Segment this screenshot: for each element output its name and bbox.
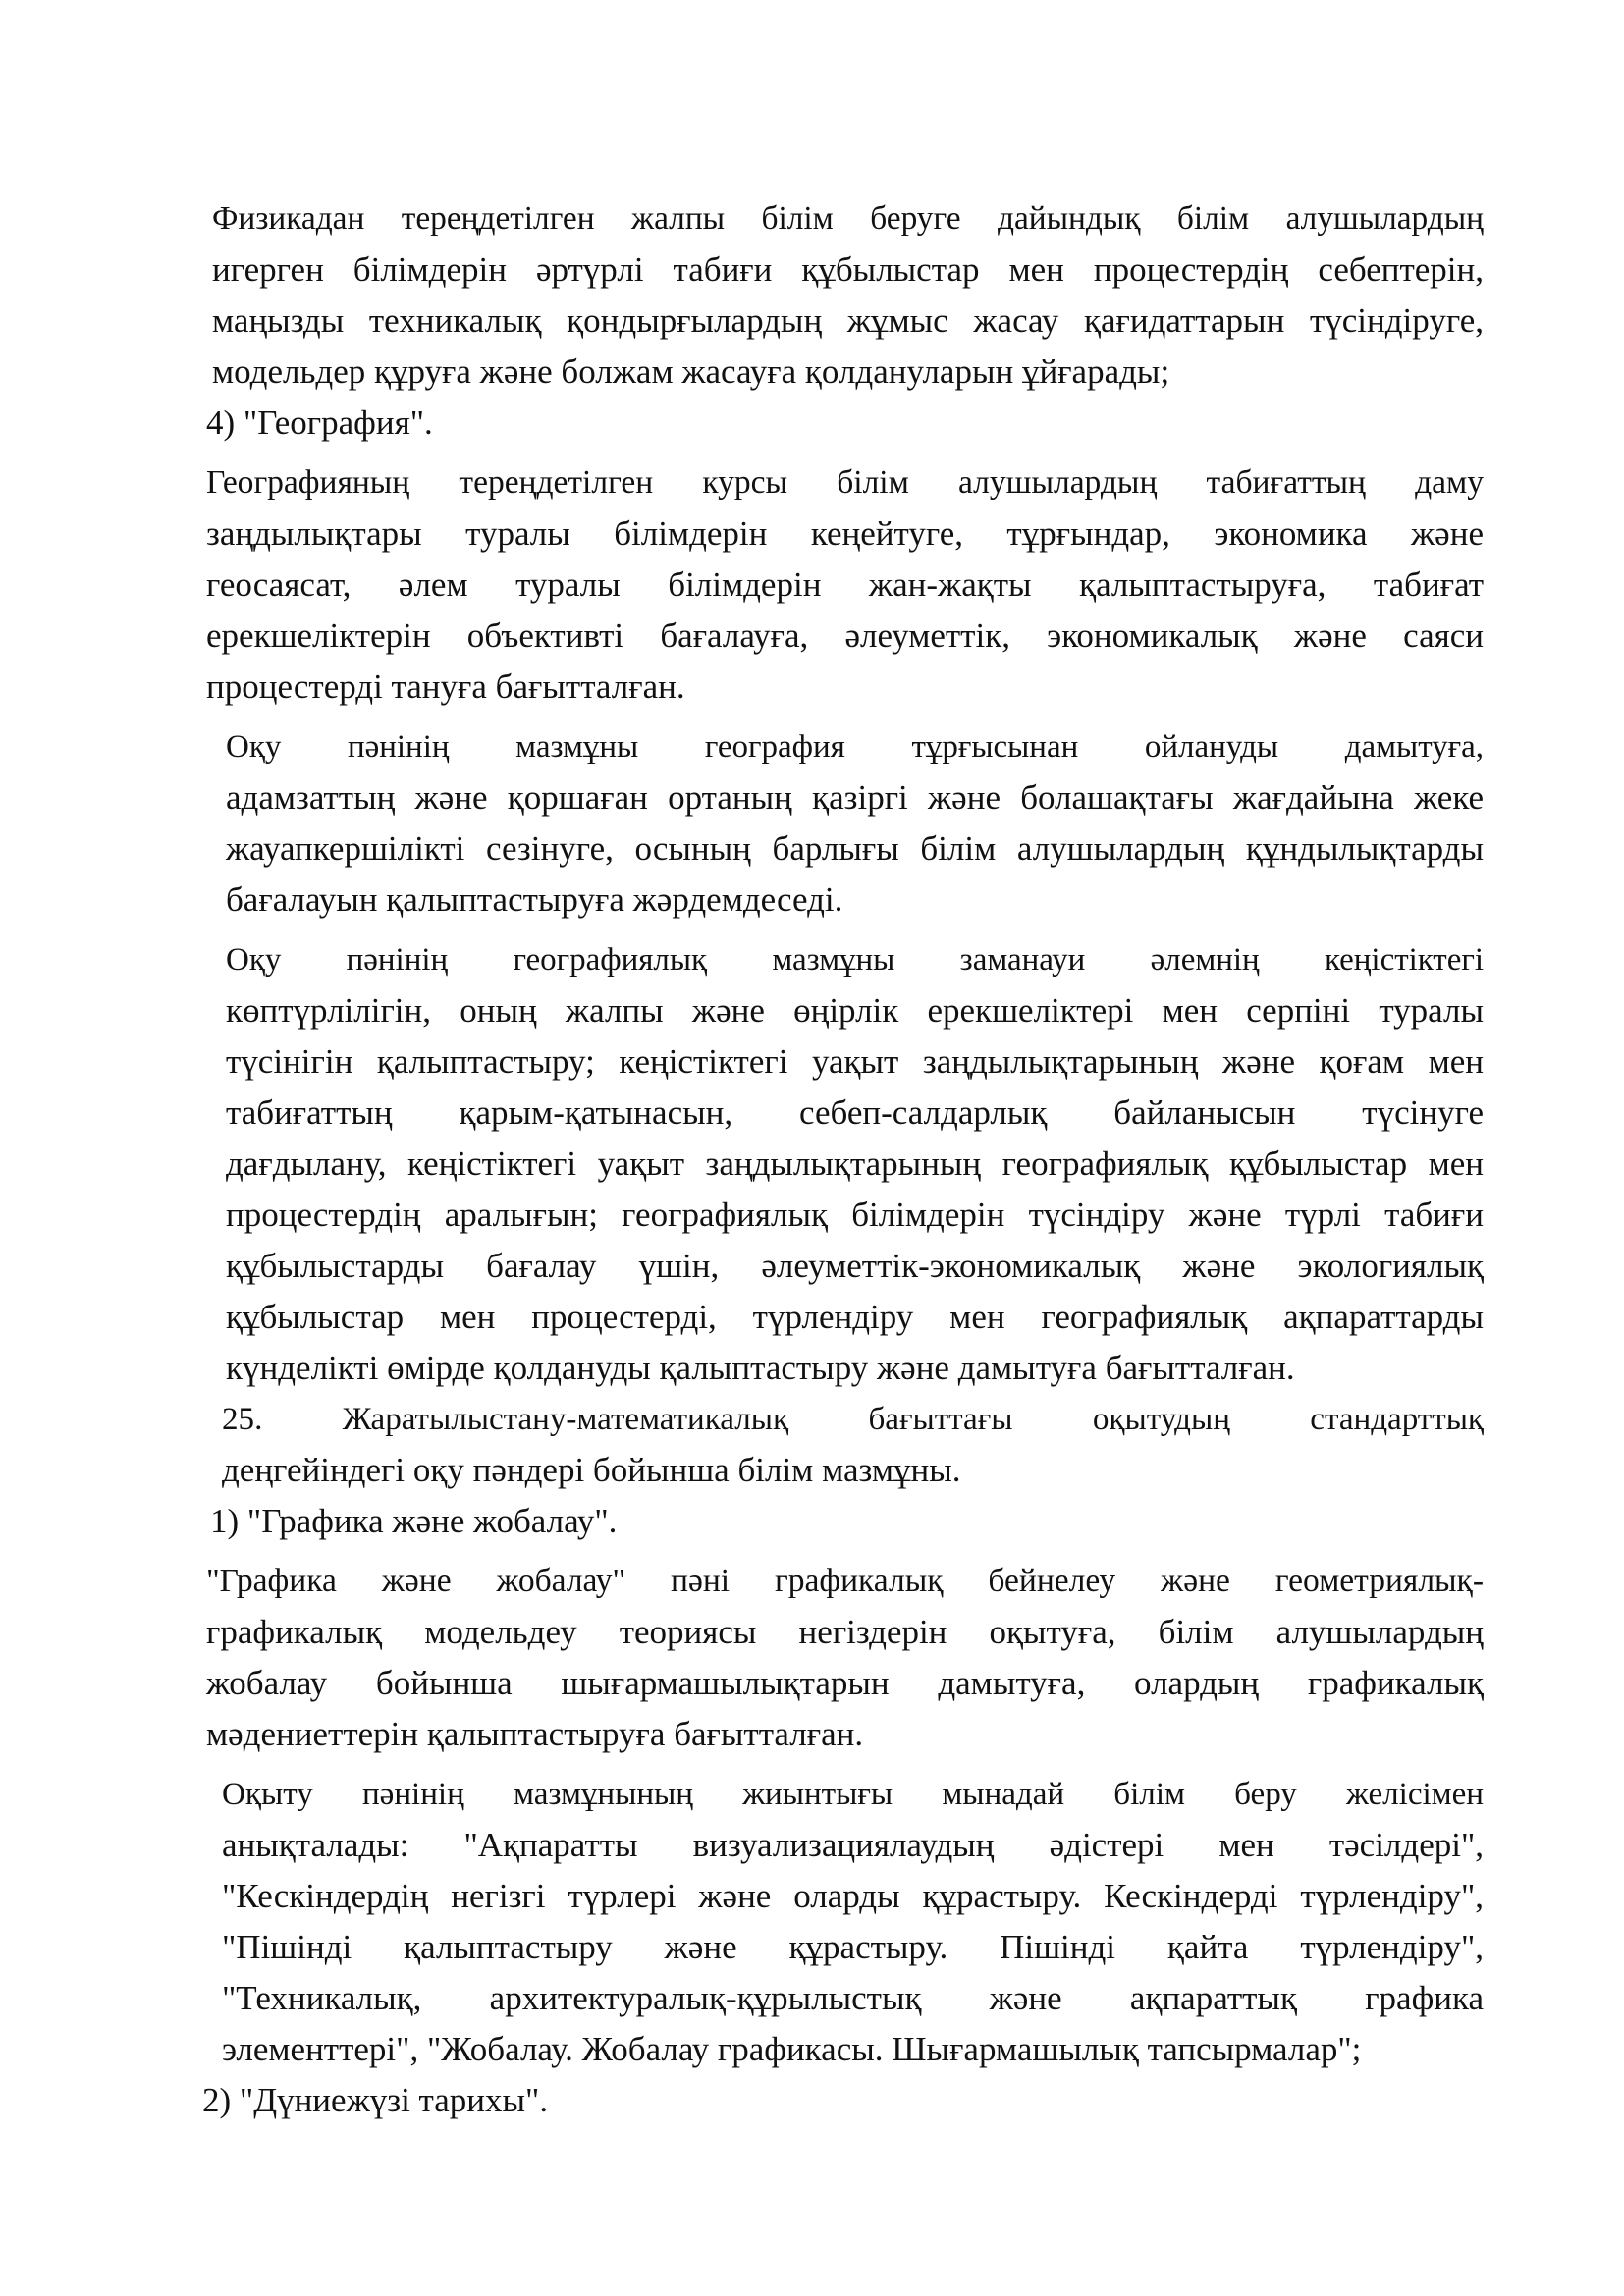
text-line: ерекшеліктерін объективті бағалауға, әлеуметтік, экономикалық және саяси	[206, 616, 1484, 655]
text-line: геосаясат, әлем туралы білімдерін жан-жақты қалыптастыруға, табиғат	[206, 565, 1484, 604]
text-line: Оқу пәнінің географиялық мазмұны заманауи әлемнің кеңістіктегі	[226, 942, 1484, 978]
text-line: күнделікті өмірде қолдануды қалыптастыру және дамытуға бағытталған.	[226, 1349, 1295, 1387]
text-line: "Техникалық, архитектуралық-құрылыстық және ақпараттық графика	[222, 1979, 1484, 2017]
text-line: деңгейіндегі оқу пәндері бойынша білім мазмұны.	[222, 1451, 961, 1489]
paragraph-physics-deepened	[151, 193, 1484, 398]
text-line: графикалық модельдеу теориясы негіздерін оқытуға, білім алушылардың	[206, 1613, 1484, 1651]
text-line: Географияның тереңдетілген курсы білім алушылардың табиғаттың даму	[206, 464, 1484, 501]
text-line: құбылыстарды бағалау үшін, әлеуметтік-экономикалық және экологиялық	[226, 1247, 1484, 1285]
paragraph-graphics-subject	[151, 1556, 1484, 1760]
paragraph-subject-content-2	[151, 934, 1484, 1394]
text-line: процестердің аралығын; географиялық білімдерін түсіндіру және түрлі табиғи	[226, 1196, 1484, 1234]
text-line: анықталады: "Ақпаратты визуализациялаудың әдістері мен тәсілдері",	[222, 1826, 1484, 1864]
text-line: модельдер құруға және болжам жасауға қолдануларын ұйғарады;	[212, 352, 1170, 391]
text-line: маңызды техникалық қондырғылардың жұмыс жасау қағидаттарын түсіндіруге,	[212, 301, 1484, 340]
text-line: жауапкершілікті сезінуге, осының барлығы білім алушылардың құндылықтарды	[226, 829, 1484, 868]
text-line: түсінігін қалыптастыру; кеңістіктегі уақыт заңдылықтарының және қоғам мен	[226, 1042, 1484, 1081]
text-line: дағдылану, кеңістіктегі уақыт заңдылықтарының географиялық құбылыстар мен	[226, 1145, 1484, 1183]
section-heading-25	[151, 1394, 1484, 1496]
paragraph-graphics-content	[151, 1769, 1484, 2075]
text-line: заңдылықтары туралы білімдерін кеңейтуге, тұрғындар, экономика және	[206, 514, 1484, 553]
text-line: "Кескіндердің негізгі түрлері және оларды құрастыру. Кескіндерді түрлендіру",	[222, 1877, 1484, 1915]
text-line: "Графика және жобалау" пәні графикалық бейнелеу және геометриялық-	[206, 1563, 1484, 1599]
text-line: элементтері", "Жобалау. Жобалау графикасы. Шығармашылық тапсырмалар";	[222, 2030, 1362, 2068]
document-page	[151, 193, 1484, 2126]
text-line: 25. Жаратылыстану-математикалық бағыттағы оқытудың стандарттық	[222, 1401, 1484, 1437]
text-line: көптүрлілігін, оның жалпы және өңірлік ерекшеліктері мен серпіні туралы	[226, 991, 1484, 1030]
list-item-geography: 4) "География".	[206, 403, 433, 442]
paragraph-geography-course	[151, 457, 1484, 713]
list-item-world-history: 2) "Дүниежүзі тарихы".	[202, 2081, 549, 2119]
list-item-graphics: 1) "Графика және жобалау".	[210, 1502, 618, 1540]
text-line: процестерді тануға бағытталған.	[206, 667, 685, 706]
text-line: Оқыту пәнінің мазмұнының жиынтығы мынадай білім беру желісімен	[222, 1776, 1484, 1812]
text-line: мәдениеттерін қалыптастыруға бағытталған.	[206, 1715, 864, 1753]
text-line: "Пішінді қалыптастыру және құрастыру. Пішінді қайта түрлендіру",	[222, 1928, 1484, 1966]
text-line: игерген білімдерін әртүрлі табиғи құбылыстар мен процестердің себептерін,	[212, 250, 1484, 289]
text-line: құбылыстар мен процестерді, түрлендіру мен географиялық ақпараттарды	[226, 1298, 1484, 1336]
text-line: Физикадан тереңдетілген жалпы білім беруге дайындық білім алушылардың	[212, 200, 1484, 237]
text-line: бағалауын қалыптастыруға жәрдемдеседі.	[226, 881, 843, 919]
text-line: адамзаттың және қоршаған ортаның қазіргі және болашақтағы жағдайына жеке	[226, 778, 1484, 817]
paragraph-subject-content-1	[151, 721, 1484, 926]
text-line: Оқу пәнінің мазмұны география тұрғысынан ойлануды дамытуға,	[226, 729, 1484, 765]
text-line: жобалау бойынша шығармашылықтарын дамытуға, олардың графикалық	[206, 1664, 1484, 1702]
text-line: табиғаттың қарым-қатынасын, себеп-салдарлық байланысын түсінуге	[226, 1094, 1484, 1132]
